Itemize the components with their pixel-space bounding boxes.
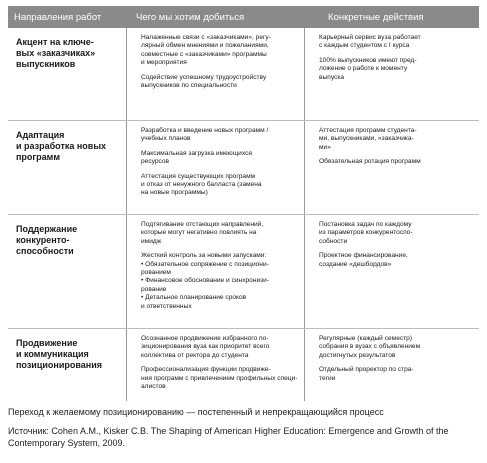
goal-text: Разработка и введение новых программ / учебных планов: [141, 127, 269, 143]
action-text: 100% выпускников имеют пред- ложение о работе к моменту выпуска: [319, 56, 417, 81]
row-direction: Акцент на ключе- вых «заказчиках» выпускников: [16, 37, 96, 69]
goal-text: Профессионализация функции продвиже- ния программ с привлечением профильных специ- алистов: [141, 366, 298, 391]
caption: [8, 406, 483, 456]
goal-text: Максимальная загрузка имеющихся ресурсов: [141, 149, 252, 166]
table-row: [8, 329, 479, 401]
action-text: Отдельный проректор по стра- тегии: [319, 366, 414, 382]
table-header: [8, 6, 479, 28]
goal-text: Осознанное продвижение избранного по- зиционирования вуза как приоритет всего коллектива от ректора до студента: [141, 335, 270, 359]
action-text: Обязательная ротация программ: [319, 158, 421, 166]
row-direction: Поддержание конкурентo- способности: [16, 224, 78, 256]
action-text: Карьерный сервис вуза работает с каждым студентом с I курса: [319, 34, 421, 50]
action-text: Регулярные (каждый семестр) собрания в вузах с объявлением достигнутых результатов: [319, 335, 421, 359]
goal-text: Содействие успешному трудоустройству выпускников по специальности: [141, 73, 267, 90]
goal-text: Аттестация существующих программ и отказ от ненужного балласта (замена на новые программы): [141, 172, 262, 197]
goal-text: Подтягивание отстающих направлений, которые могут негативно повлиять на имидж: [141, 221, 264, 245]
table-row: [8, 121, 479, 215]
row-actions: [304, 28, 479, 120]
action-text: Проектное финансирование, создание «дешбордов»: [319, 252, 408, 268]
row-actions: [304, 215, 479, 328]
row-goals: [126, 215, 304, 328]
row-direction: Адаптация и разработка новых программ: [16, 130, 107, 162]
action-text: Постановка задач по каждому из параметров конкурентоспо- собности: [319, 221, 413, 245]
goal-text: Жесткий контроль за новыми запусками: • Обязательное сопряжение с позициони- рованием • Финансовое обоснование и синхронизи- рование • Детальное планирование сроков и ответственных: [141, 252, 270, 310]
goal-text: Налаженные связи с «заказчиками», регу- лярный обмен мнениями и пожеланиями, совместные с «заказчиками» программы и мероприятия: [141, 34, 271, 67]
row-goals: [126, 121, 304, 214]
header-directions: Направления работ: [14, 11, 102, 23]
positioning-table: [8, 6, 479, 401]
row-goals: [126, 28, 304, 120]
table-row: [8, 28, 479, 121]
header-goals: Чего мы хотим добиться: [136, 11, 245, 23]
row-actions: [304, 121, 479, 214]
action-text: Аттестация программ студента- ми, выпускниками, «заказчика- ми»: [319, 127, 417, 151]
table-row: [8, 215, 479, 329]
row-actions: [304, 329, 479, 401]
header-actions: Конкретные действия: [328, 11, 424, 23]
row-direction: Продвижение и коммуникация позиционирования: [16, 338, 102, 370]
row-goals: [126, 329, 304, 401]
caption-text: Переход к желаемому позиционированию — постепенный и непрекращающийся процесс: [8, 407, 384, 417]
source-text: Источник: Cohen A.M., Kisker C.B. The Shaping of American Higher Education: Emergence and Growth of the Contemporary System, 2009.: [8, 426, 449, 448]
